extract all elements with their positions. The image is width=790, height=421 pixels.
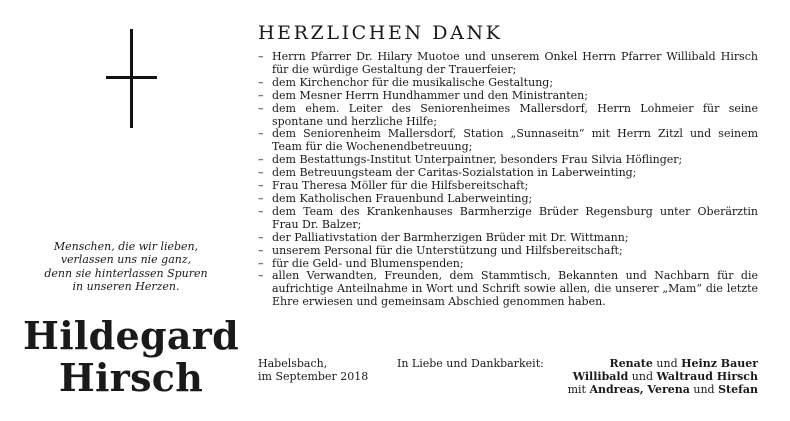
list-item: – dem Katholischen Frauenbund Laberweinting; [258, 193, 758, 206]
quote-line: denn sie hinterlassen Spuren [44, 266, 208, 280]
list-item: – dem Team des Krankenhauses Barmherzige Brüder Regensburg unter Oberärztin Frau Dr. Balzer; [258, 206, 758, 232]
list-item: – dem Kirchenchor für die musikalische Gestaltung; [258, 77, 758, 90]
signatory-line: Renate und Heinz Bauer [609, 357, 758, 370]
list-item: – unserem Personal für die Unterstützung und Hilfsbereitschaft; [258, 245, 758, 258]
footer-date: im September 2018 [258, 370, 369, 383]
signatory-line: mit Andreas, Verena und Stefan [567, 383, 758, 396]
footer-in-love: In Liebe und Dankbarkeit: [397, 357, 544, 370]
footer-place: Habelsbach, [258, 357, 328, 370]
signatory-line: Willibald und Waltraud Hirsch [572, 370, 758, 383]
list-item: – dem Mesner Herrn Hundhammer und den Ministranten; [258, 90, 758, 103]
list-item: – Herrn Pfarrer Dr. Hilary Muotoe und unserem Onkel Herrn Pfarrer Willibald Hirsch für die würdige Gestaltung der Trauerfeier; [258, 51, 758, 77]
list-item: – der Palliativstation der Barmherzigen Brüder mit Dr. Wittmann; [258, 232, 758, 245]
quote-line: verlassen uns nie ganz, [60, 253, 192, 267]
list-item: – dem Bestattungs-Institut Unterpaintner, besonders Frau Silvia Höflinger; [258, 154, 758, 167]
list-item: – dem Betreuungsteam der Caritas-Sozialstation in Laberweinting; [258, 167, 758, 180]
list-item: – dem Seniorenheim Mallersdorf, Station „Sunnaseitn“ mit Herrn Zitzl und seinem Team für die Wochenendbetreuung; [258, 128, 758, 154]
cross-icon-horizontal [106, 76, 157, 79]
signatories [568, 357, 758, 396]
list-item: – Frau Theresa Möller für die Hilfsbereitschaft; [258, 180, 758, 193]
quote-line: in unseren Herzen. [72, 279, 180, 293]
thanks-list [258, 51, 758, 309]
signature-footer [258, 357, 758, 405]
memorial-quote [0, 240, 252, 293]
list-item: – allen Verwandten, Freunden, dem Stammtisch, Bekannten und Nachbarn für die aufrichtige Anteilnahme in Wort und Schrift sowie allen, die unserer „Mam“ die letzte Ehre erwiesen und gemeinsam Abschied genommen haben. [258, 270, 758, 309]
thanks-title: HERZLICHEN DANK [258, 22, 503, 44]
list-item: – für die Geld- und Blumenspenden; [258, 258, 758, 271]
thanks-section [258, 21, 758, 309]
left-column [0, 0, 252, 421]
deceased-name [0, 315, 262, 399]
list-item: – dem ehem. Leiter des Seniorenheimes Mallersdorf, Herrn Lohmeier für seine spontane und herzliche Hilfe; [258, 103, 758, 129]
quote-line: Menschen, die wir lieben, [53, 240, 199, 253]
first-name: Hildegard [22, 313, 239, 358]
last-name: Hirsch [58, 355, 204, 400]
